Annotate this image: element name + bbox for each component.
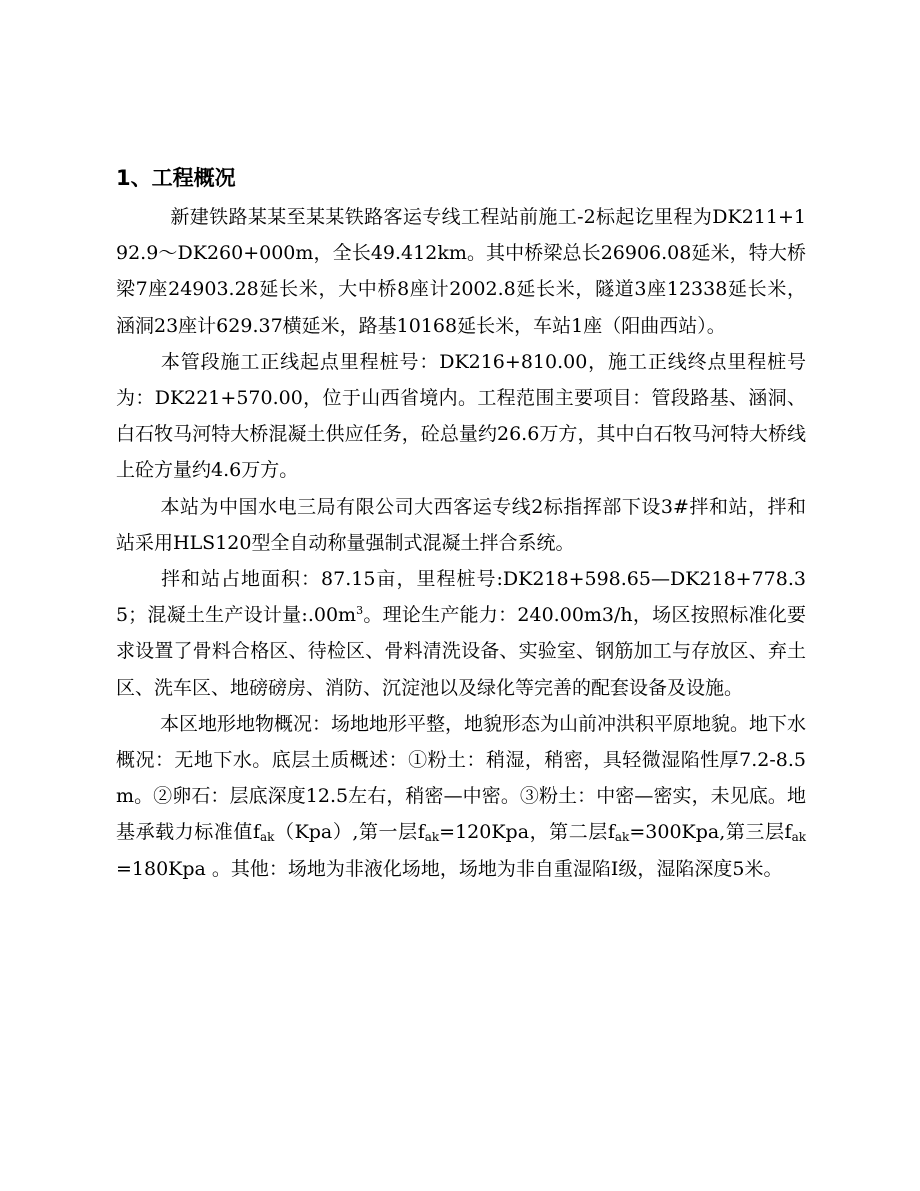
paragraph-station-area-text-1: 拌和站占地面积：87.15亩，里程桩号:DK218+598.65—DK218+778.35；混凝土生产设计量:.00m (116, 568, 806, 627)
fak-subscript-3: ak (614, 830, 630, 845)
paragraph-mixing-station-text: 本站为中国水电三局有限公司大西客运专线2标指挥部下设3#拌和站，拌和站采用HLS120型全自动称量强制式混凝土拌合系统。 (116, 495, 806, 554)
paragraph-project-scope (116, 199, 806, 344)
paragraph-mixing-station (116, 489, 806, 561)
paragraph-terrain-text-1: 本区地形地物概况：场地地形平整，地貌形态为山前冲洪积平原地貌。地下水概况：无地下水。底层土质概述：①粉土：稍湿，稍密，具轻微湿陷性厚7.2-8.5m。②卵石：层底深度12.5左右，稍密—中密。③粉土：中密—密实，未见底。地基承载力标准值f (116, 712, 807, 844)
paragraph-section-mileage-text: 本管段施工正线起点里程桩号：DK216+810.00，施工正线终点里程桩号为：DK221+570.00，位于山西省境内。工程范围主要项目：管段路基、涵洞、白石牧马河特大桥混凝土供应任务，砼总量约26.6万方，其中白石牧马河特大桥线上砼方量约4.6万方。 (116, 350, 806, 482)
paragraph-station-area (116, 561, 806, 706)
paragraph-terrain-text-4: =300Kpa,第三层f (629, 821, 792, 844)
paragraph-section-mileage (116, 344, 806, 489)
section-heading: 1、工程概况 (116, 166, 236, 190)
document-body (116, 199, 806, 887)
paragraph-station-area-text-2: 。理论生产能力：240.00m3/h，场区按照标准化要求设置了骨料合格区、待检区、骨料清洗设备、实验室、钢筋加工与存放区、弃土区、洗车区、地磅磅房、消防、沉淀池以及绿化等完善的配套设备及设施。 (116, 604, 806, 699)
paragraph-terrain-text-5: =180Kpa 。其他：场地为非液化场地，场地为非自重湿陷Ⅰ级，湿陷深度5米。 (116, 857, 783, 880)
paragraph-terrain-text-2: （Kpa）,第一层f (274, 821, 425, 844)
fak-subscript-1: ak (260, 830, 275, 845)
paragraph-project-scope-text: 新建铁路某某至某某铁路客运专线工程站前施工-2标起讫里程为DK211+192.9～DK260+000m，全长49.412km。其中桥梁总长26906.08延米，特大桥梁7座24903.28延长米，大中桥8座计2002.8延长米，隧道3座12338延长米，涵洞23座计629.37横延米，路基10168延长米，车站1座（阳曲西站）。 (116, 206, 806, 337)
fak-subscript-4: ak (791, 830, 806, 845)
cubic-superscript: 3 (356, 604, 364, 618)
paragraph-terrain-text-3: =120Kpa，第二层f (439, 821, 615, 844)
fak-subscript-2: ak (424, 830, 440, 845)
paragraph-terrain (116, 706, 806, 887)
